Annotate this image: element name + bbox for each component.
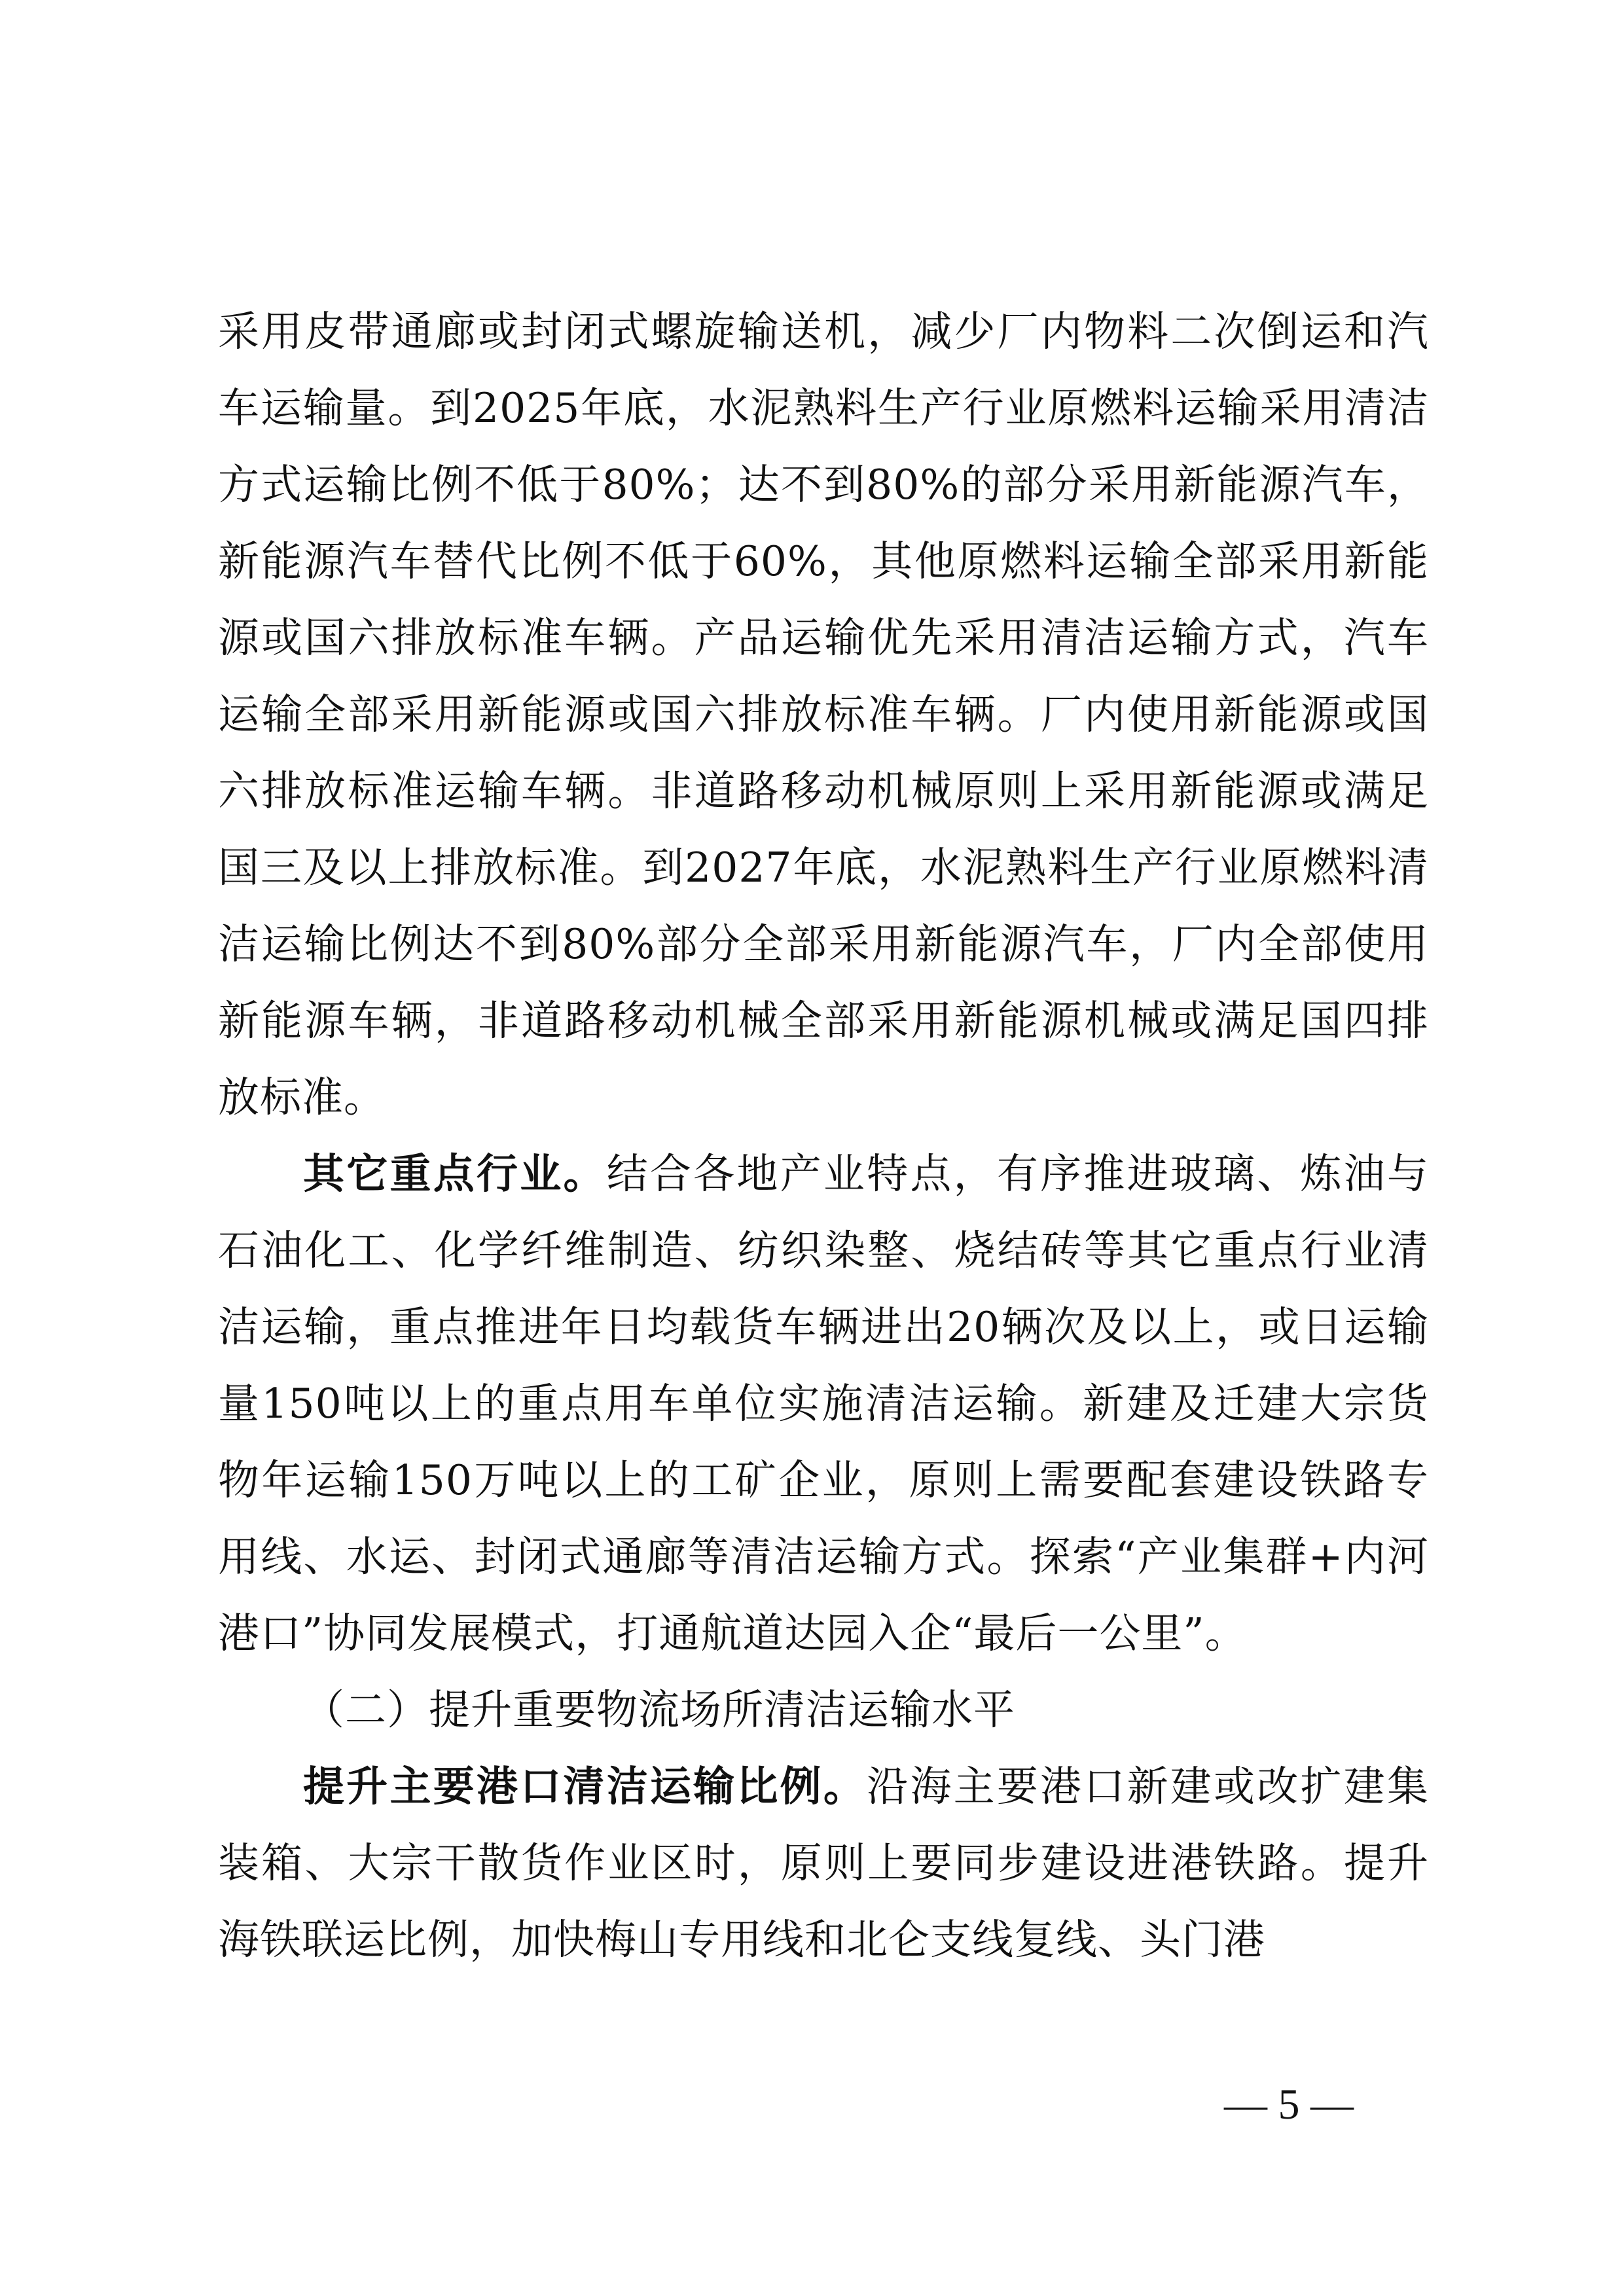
paragraph-other-industries: [218, 1136, 1429, 1672]
page-body: [218, 293, 1429, 1978]
paragraph-body-text: 结合各地产业特点，有序推进玻璃、炼油与石油化工、化学纤维制造、纺织染整、烧结砖等其它重点行业清洁运输，重点推进年日均载货车辆进出20辆次及以上，或日运输量150吨以上的重点用车单位实施清洁运输。新建及迁建大宗货物年运输150万吨以上的工矿企业，原则上需要配套建设铁路专用线、水运、封闭式通廊等清洁运输方式。探索“产业集群+内河港口”协同发展模式，打通航道达园入企“最后一公里”。: [218, 1150, 1430, 1657]
page-number: — 5 —: [1224, 2081, 1354, 2128]
paragraph-port-transport: [218, 1748, 1429, 1978]
paragraph-body-text: 沿海主要港口新建或改扩建集装箱、大宗干散货作业区时，原则上要同步建设进港铁路。提升海铁联运比例，加快梅山专用线和北仑支线复线、头门港: [218, 1763, 1430, 1964]
section-heading: （二）提升重要物流场所清洁运输水平: [303, 1686, 1015, 1734]
paragraph-lead-bold: 其它重点行业。: [303, 1149, 607, 1198]
paragraph-lead-bold: 提升主要港口清洁运输比例。: [303, 1762, 867, 1810]
paragraph-continued: [218, 293, 1429, 1136]
paragraph-continued-text: 采用皮带通廊或封闭式螺旋输送机，减少厂内物料二次倒运和汽车运输量。到2025年底，水泥熟料生产行业原燃料运输采用清洁方式运输比例不低于80%；达不到80%的部分采用新能源汽车，新能源汽车替代比例不低于60%，其他原燃料运输全部采用新能源或国六排放标准车辆。产品运输优先采用清洁运输方式，汽车运输全部采用新能源或国六排放标准车辆。厂内使用新能源或国六排放标准运输车辆。非道路移动机械原则上采用新能源或满足国三及以上排放标准。到2027年底，水泥熟料生产行业原燃料清洁运输比例达不到80%部分全部采用新能源汽车，厂内全部使用新能源车辆，非道路移动机械全部采用新能源机械或满足国四排放标准。: [218, 308, 1429, 1121]
